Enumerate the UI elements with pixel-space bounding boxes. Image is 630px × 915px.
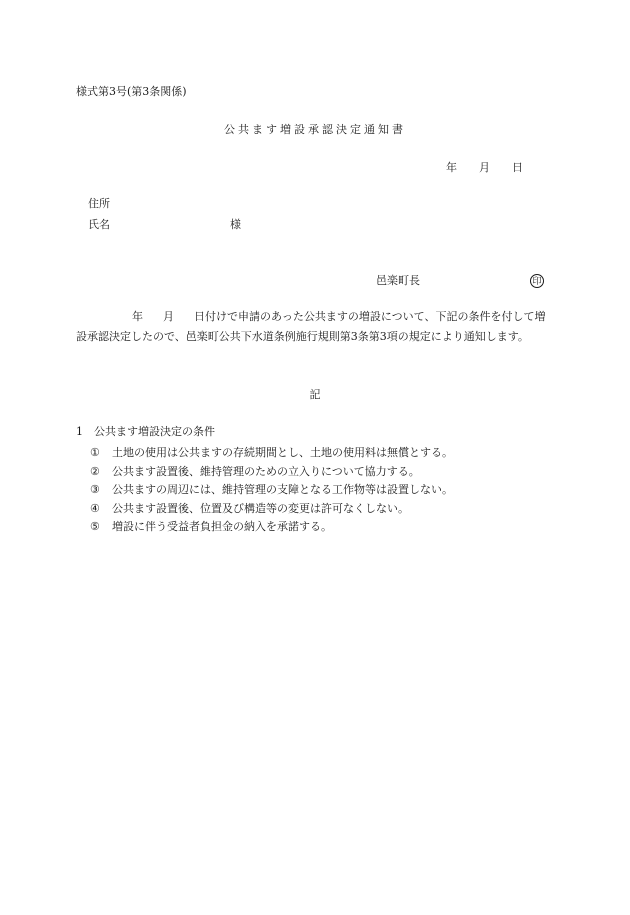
condition-item: [90, 463, 453, 482]
issuer-title: 邑楽町長: [376, 274, 420, 287]
condition-marker: ③: [90, 483, 100, 496]
condition-marker: ④: [90, 501, 100, 515]
condition-marker: ②: [90, 464, 100, 478]
condition-item: [90, 481, 453, 500]
condition-item: [90, 500, 453, 519]
section-heading: [76, 426, 215, 437]
condition-list: [90, 444, 453, 537]
seal-mark: 印: [530, 274, 544, 288]
ki-heading: 記: [309, 388, 321, 401]
date-year-label: 年: [446, 161, 457, 174]
condition-text: 公共ますの周辺には、維持管理の支障となる工作物等は設置しない。: [112, 483, 453, 496]
condition-text: 土地の使用は公共ますの存続期間とし、土地の使用料は無償とする。: [112, 446, 453, 459]
section-number: 1: [76, 425, 83, 438]
condition-item: [90, 444, 453, 463]
name-row: [88, 219, 241, 230]
body-month-label: 月: [163, 310, 174, 323]
condition-marker: ⑤: [90, 520, 100, 533]
body-year-label: 年: [132, 310, 143, 323]
issuer-row: [376, 274, 544, 288]
form-number: 様式第3号(第3条関係): [76, 85, 187, 98]
date-day-label: 日: [512, 161, 523, 174]
condition-marker: ①: [90, 446, 100, 459]
honorific: 様: [230, 218, 241, 231]
date-line: [446, 162, 523, 173]
document-title: 公共ます増設承認決定通知書: [224, 123, 406, 136]
name-label: 氏名: [88, 218, 110, 231]
body-paragraph: [76, 307, 554, 347]
condition-text: 公共ます設置後、位置及び構造等の変更は許可なくしない。: [112, 501, 409, 515]
condition-text: 増設に伴う受益者負担金の納入を承諾する。: [112, 520, 332, 533]
date-month-label: 月: [479, 161, 490, 174]
section-title: 公共ます増設決定の条件: [94, 425, 215, 438]
address-label: 住所: [88, 197, 110, 210]
condition-text: 公共ます設置後、維持管理のための立入りについて協力する。: [112, 464, 420, 478]
body-text: 日付けで申請のあった公共ますの増設について、下記の条件を付して増設承認決定したので、邑楽町公共下水道条例施行規則第3条第3項の規定により通知します。: [76, 310, 546, 343]
condition-item: [90, 518, 453, 537]
